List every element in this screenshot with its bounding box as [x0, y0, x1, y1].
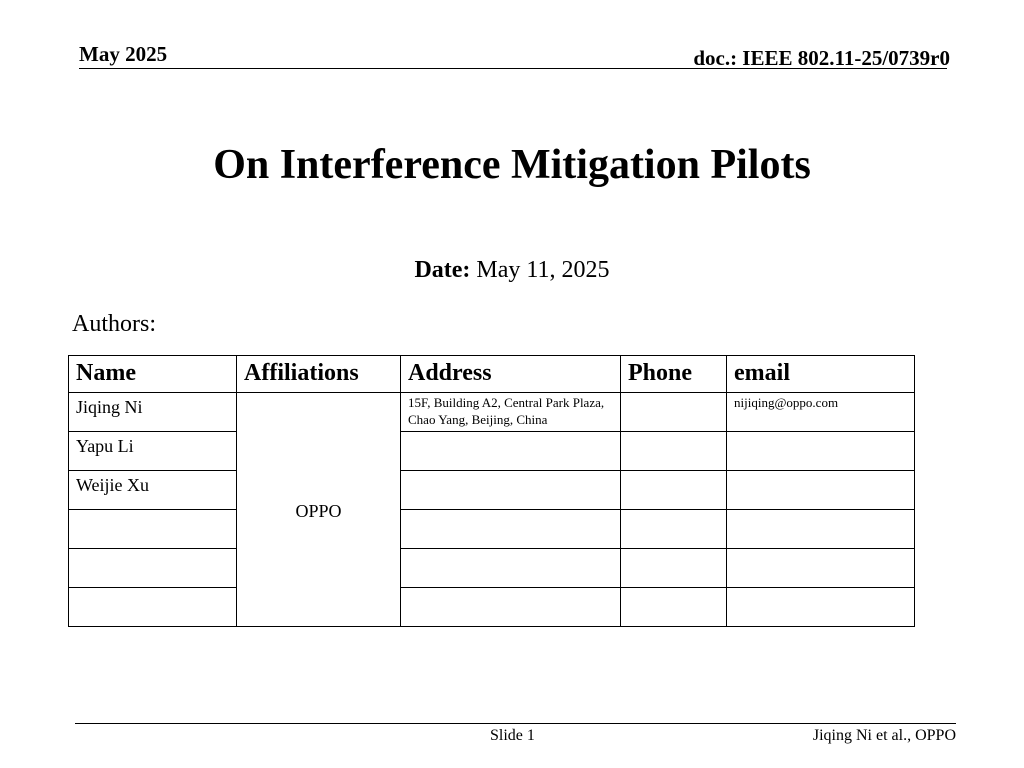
slide-title: On Interference Mitigation Pilots: [213, 142, 811, 188]
column-header-phone: Phone: [621, 356, 727, 393]
footer-author: Jiqing Ni et al., OPPO: [812, 727, 956, 744]
authors-table: [68, 355, 915, 627]
date-value: May 11, 2025: [476, 257, 610, 283]
author-email: [727, 510, 915, 549]
author-address: 15F, Building A2, Central Park Plaza, Chao Yang, Beijing, China: [401, 393, 621, 432]
table-row: [69, 549, 915, 588]
author-phone: [621, 393, 727, 432]
table-row: [69, 471, 915, 510]
author-name: [69, 588, 237, 627]
footer-divider: [75, 723, 956, 724]
author-email: [727, 588, 915, 627]
column-header-affiliations: Affiliations: [237, 356, 401, 393]
header-date: May 2025: [79, 42, 168, 66]
author-address: [401, 549, 621, 588]
author-phone: [621, 549, 727, 588]
author-email: nijiqing@oppo.com: [727, 393, 915, 432]
author-affiliation: OPPO: [237, 393, 401, 627]
authors-label: Authors:: [72, 311, 156, 337]
author-address: [401, 510, 621, 549]
author-email: [727, 471, 915, 510]
date-label: Date:: [414, 257, 471, 283]
column-header-address: Address: [401, 356, 621, 393]
table-row: [69, 432, 915, 471]
author-address: [401, 432, 621, 471]
author-address: [401, 588, 621, 627]
footer-slide-number: Slide 1: [490, 727, 535, 744]
author-name: [69, 510, 237, 549]
author-phone: [621, 432, 727, 471]
date-line: [0, 255, 1024, 285]
column-header-email: email: [727, 356, 915, 393]
column-header-name: Name: [69, 356, 237, 393]
author-name: Weijie Xu: [69, 471, 237, 510]
author-email: [727, 432, 915, 471]
author-email: [727, 549, 915, 588]
author-name: Jiqing Ni: [69, 393, 237, 432]
author-phone: [621, 471, 727, 510]
author-name: Yapu Li: [69, 432, 237, 471]
table-row: [69, 588, 915, 627]
author-phone: [621, 588, 727, 627]
author-name: [69, 549, 237, 588]
table-row: [69, 510, 915, 549]
table-row: [69, 393, 915, 432]
author-address: [401, 471, 621, 510]
table-header-row: [69, 356, 915, 393]
author-phone: [621, 510, 727, 549]
header-doc-id: doc.: IEEE 802.11-25/0739r0: [693, 46, 950, 70]
header-divider: [79, 68, 947, 69]
